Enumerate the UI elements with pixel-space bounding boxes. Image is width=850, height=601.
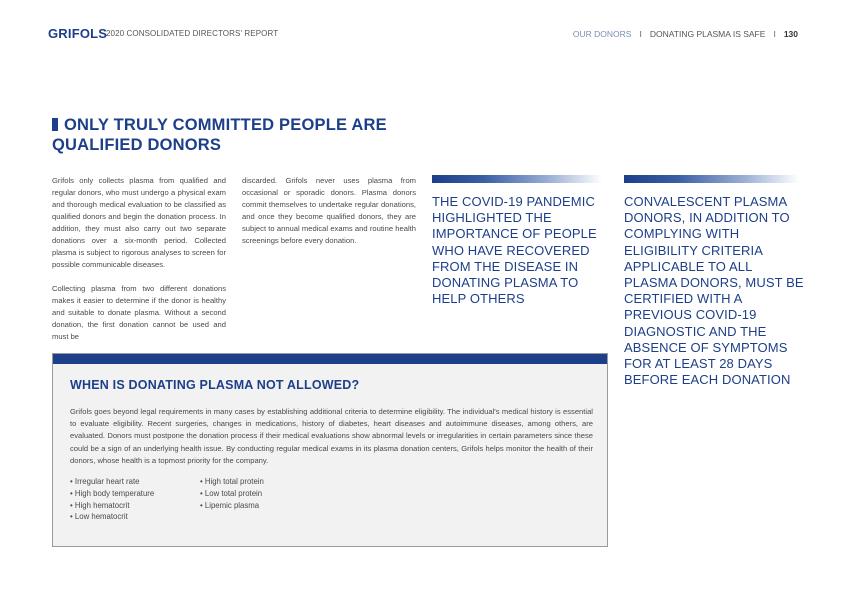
page-number: 130 <box>783 29 798 39</box>
section-title-block <box>52 115 412 155</box>
grifols-logo: GRIFOLS <box>48 26 108 41</box>
report-title: 2020 CONSOLIDATED DIRECTORS' REPORT <box>106 29 279 38</box>
nav-page-topic[interactable]: DONATING PLASMA IS SAFE <box>649 29 766 39</box>
body-paragraph: Collecting plasma from two different donations makes it easier to determine if the donor is healthy and suitable to donate plasma. Without a second donation, the first donation cannot be used and must be <box>52 284 226 341</box>
nav-section-link[interactable]: OUR DONORS <box>572 29 632 39</box>
nav-separator: I <box>639 29 642 39</box>
list-item: • High body temperature <box>70 488 154 500</box>
title-accent-bar <box>52 118 58 131</box>
list-item: • High hematocrit <box>70 500 154 512</box>
nav-separator: I <box>773 29 776 39</box>
info-box <box>52 353 608 547</box>
list-item: • High total protein <box>200 476 264 488</box>
criteria-list-left <box>70 476 154 523</box>
criteria-list-right <box>200 476 264 511</box>
info-box-header-bar <box>53 354 607 364</box>
body-column-2 <box>242 175 416 259</box>
quote-gradient-bar <box>624 175 799 183</box>
list-item: • Lipemic plasma <box>200 500 264 512</box>
body-paragraph: Grifols only collects plasma from qualified and regular donors, who must undergo a physical exam and thorough medical evaluation to be classified as qualified donors and begin the donation process. In addition, they must also carry out two separate donations over a six-month period. Collected plasma is subject to rigorous analyses to screen for possible communicable diseases. <box>52 176 226 269</box>
list-item: • Low hematocrit <box>70 511 154 523</box>
pull-quote-covid: THE COVID-19 PANDEMIC HIGHLIGHTED THE IMPORTANCE OF PEOPLE WHO HAVE RECOVERED FROM THE DISEASE IN DONATING PLASMA TO HELP OTHERS <box>432 194 597 307</box>
list-item: • Irregular heart rate <box>70 476 154 488</box>
info-box-title: WHEN IS DONATING PLASMA NOT ALLOWED? <box>70 378 360 392</box>
info-box-description: Grifols goes beyond legal requirements in many cases by establishing additional criteria to determine eligibility. The individual's medical history is essential to evaluate eligibility. Recent surgeries, changes in medications, history of diabetes, heart diseases and autoimmune diseases, among others, are evaluated. Donors must postpone the donation process if their medical evaluations show abnormal levels or irregularities in certain parameters since these could be a sign of an underlying health issue. By conducting regular medical exams in its plasma donation centers, Grifols helps monitor the health of their donors, whose health is a topmost priority for the company. <box>70 407 593 465</box>
page-navigation <box>573 29 798 39</box>
pull-quote-convalescent: CONVALESCENT PLASMA DONORS, IN ADDITION TO COMPLYING WITH ELIGIBILITY CRITERIA APPLICABLE TO ALL PLASMA DONORS, MUST BE CERTIFIED WITH A PREVIOUS COVID-19 DIAGNOSTIC AND THE ABSENCE OF SYMPTOMS FOR AT LEAST 28 DAYS BEFORE EACH DONATION <box>624 194 804 388</box>
section-title: ONLY TRULY COMMITTED PEOPLE ARE QUALIFIED DONORS <box>52 116 387 154</box>
body-paragraph: discarded. Grifols never uses plasma from occasional or sporadic donors. Plasma donors commit themselves to undertake regular donations, and once they become qualified donors, they are subject to annual medical exams and routine health screenings before every donation. <box>242 176 416 245</box>
quote-gradient-bar <box>432 175 602 183</box>
list-item: • Low total protein <box>200 488 264 500</box>
body-column-1 <box>52 175 226 355</box>
